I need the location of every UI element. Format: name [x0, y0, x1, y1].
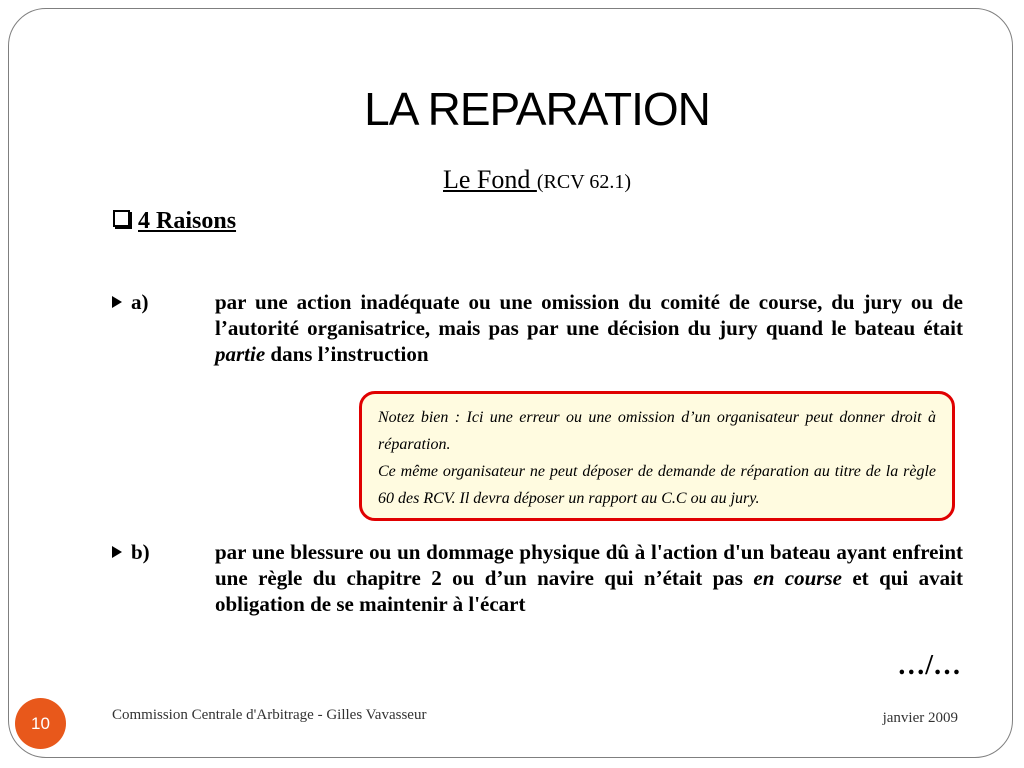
note-line-2: Ce même organisateur ne peut déposer de demande de réparation au titre de la règle 60 des RCV. Il devra déposer un rapport au C.C ou au jury. [378, 463, 936, 507]
item-marker [112, 289, 149, 315]
subtitle-main: Le Fond [443, 165, 537, 194]
item-text-emphasis: partie [215, 342, 266, 366]
item-text [215, 289, 963, 367]
continuation-mark: …/… [897, 650, 961, 681]
item-text-after: dans l’instruction [265, 342, 429, 366]
arrow-bullet-icon [112, 546, 122, 558]
item-text-after: et qui avait obligation de se maintenir à l'écart [215, 566, 963, 616]
list-item [112, 539, 963, 617]
item-text-before: par une action inadéquate ou une omission du comité de course, du jury ou de l’autorité organisatrice, mais pas par une décision du jury quand le bateau était [215, 290, 963, 340]
slide-title: LA REPARATION [364, 83, 710, 135]
item-marker-label: b) [131, 540, 150, 564]
footer-credit: Commission Centrale d'Arbitrage - Gilles Vavasseur [112, 707, 427, 723]
arrow-bullet-icon [112, 296, 122, 308]
footer-date: janvier 2009 [882, 710, 958, 726]
slide-subtitle [0, 164, 1024, 195]
item-text-emphasis: en course [753, 566, 842, 590]
item-text [215, 539, 963, 617]
page-number-badge: 10 [15, 698, 66, 749]
list-item [112, 289, 963, 367]
item-marker-label: a) [131, 290, 149, 314]
item-text-before: par une blessure ou un dommage physique dû à l'action d'un bateau ayant enfreint une règle du chapitre 2 ou d’un navire qui n’était pas [215, 540, 963, 590]
checkbox-bullet-icon [113, 210, 130, 227]
section-heading [113, 207, 236, 236]
section-label: 4 Raisons [138, 208, 237, 234]
item-marker [112, 539, 150, 565]
note-callout [359, 391, 955, 521]
note-line-1: Notez bien : Ici une erreur ou une omission d’un organisateur peut donner droit à réparation. [378, 409, 936, 453]
subtitle-reference: (RCV 62.1) [536, 171, 631, 193]
